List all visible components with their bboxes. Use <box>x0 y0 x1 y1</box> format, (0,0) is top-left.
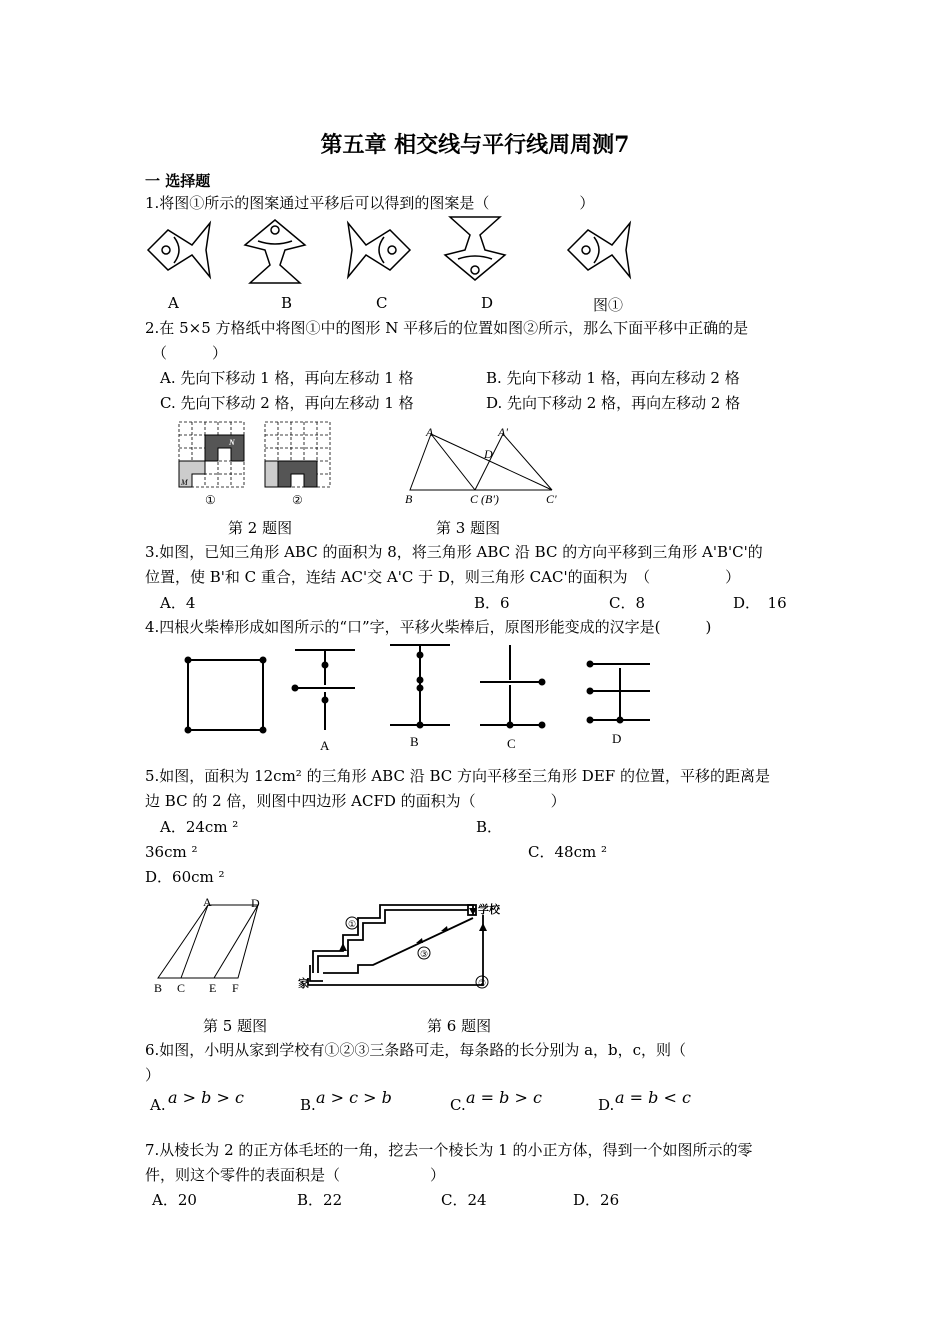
q5-label-f: F <box>232 981 239 995</box>
q3-option-b: B．6 <box>474 594 510 612</box>
q3-label-b: B <box>405 492 413 506</box>
q5-caption: 第 5 题图 <box>203 1017 268 1035</box>
q1-figure-d <box>445 217 505 280</box>
q4-stem: 4.四根火柴棒形成如图所示的“口”字，平移火柴棒后，原图形能变成的汉字是( ) <box>145 618 712 636</box>
q5-stem-1: 5.如图，面积为 12cm² 的三角形 ABC 沿 BC 方向平移至三角形 DEF 的位置，平移的距离是 <box>145 767 770 785</box>
q3-stem-1: 3.如图，已知三角形 ABC 的面积为 8，将三角形 ABC 沿 BC 的方向平移到三角形 A'B'C'的 <box>145 543 763 561</box>
q5-label-c: C <box>177 981 186 995</box>
q6-label-school: 学校 <box>478 904 500 916</box>
q4-label-c: C <box>507 736 516 751</box>
q5-label-d: D <box>251 896 260 910</box>
q2-shape-n1 <box>205 435 244 461</box>
q4-figures <box>180 640 660 752</box>
q5-label-e: E <box>209 981 217 995</box>
q6-label-path-1: ① <box>348 919 357 929</box>
q1-figures <box>140 215 640 295</box>
q5-label-a: A <box>203 895 212 909</box>
q1-label-d: D <box>481 294 494 312</box>
q5-label-b: B <box>154 981 163 995</box>
q3-option-c: C．8 <box>609 594 646 612</box>
q6-label-path-3: ③ <box>420 949 429 959</box>
q2-stem: 2.在 5×5 方格纸中将图①中的图形 N 平移后的位置如图②所示，那么下面平移中正确的是 <box>145 319 749 337</box>
q6-label-home: 家 <box>298 978 309 990</box>
q7-option-d: D．26 <box>573 1191 620 1209</box>
q6-figure <box>298 893 510 993</box>
q1-label-fig: 图① <box>593 296 624 314</box>
q5-option-b-value: 36cm ² <box>145 843 198 861</box>
q4-label-a: A <box>320 738 330 753</box>
q6-stem-2: ） <box>145 1066 161 1084</box>
q6-option-a-letter: A. <box>150 1096 166 1114</box>
q1-figure-a <box>148 223 210 277</box>
q4-label-d: D <box>612 731 622 746</box>
q2-option-d: D. 先向下移动 2 格，再向左移动 2 格 <box>486 394 741 412</box>
q5-option-c: C．48cm ² <box>528 843 607 861</box>
q4-figure-original <box>186 658 266 733</box>
q3-label-c: C (B') <box>470 492 499 506</box>
q3-figure <box>400 424 570 506</box>
q2-option-c: C. 先向下移动 2 格，再向左移动 1 格 <box>160 394 414 412</box>
q1-stem: 1.将图①所示的图案通过平移后可以得到的图案是（ ） <box>145 194 595 212</box>
q7-option-b: B．22 <box>297 1191 343 1209</box>
q6-option-d-expr: a = b < c <box>615 1088 691 1107</box>
q6-caption: 第 6 题图 <box>427 1017 492 1035</box>
q1-figure-b <box>245 220 305 283</box>
q3-stem-2: 位置，使 B'和 C 重合，连结 AC'交 A'C 于 D，则三角形 CAC'的面积为 （ ） <box>145 568 741 586</box>
q2-label-n: N <box>229 438 235 447</box>
q2-grids <box>177 420 337 515</box>
q5-stem-2: 边 BC 的 2 倍，则图中四边形 ACFD 的面积为（ ） <box>145 792 566 810</box>
q3-option-a: A．4 <box>160 594 196 612</box>
q5-option-a: A．24cm ² <box>160 818 239 836</box>
page-title: 第五章 相交线与平行线周周测7 <box>320 132 630 158</box>
q1-label-c: C <box>376 294 388 312</box>
q1-label-b: B <box>281 294 293 312</box>
q2-option-a: A. 先向下移动 1 格，再向左移动 1 格 <box>160 369 414 387</box>
q4-figure-d <box>588 662 651 723</box>
q6-option-b-letter: B. <box>300 1096 316 1114</box>
q5-option-b: B． <box>476 818 503 836</box>
q4-label-b: B <box>410 734 419 749</box>
q6-option-a-expr: a > b > c <box>168 1088 244 1107</box>
q6-option-d-letter: D. <box>598 1096 615 1114</box>
q6-stem-1: 6.如图，小明从家到学校有①②③三条路可走，每条路的长分别为 a，b，c，则（ <box>145 1041 687 1059</box>
q6-option-c-letter: C. <box>450 1096 466 1114</box>
q7-option-c: C．24 <box>441 1191 487 1209</box>
q2-shape-m2 <box>265 461 278 487</box>
q1-label-a: A <box>168 294 179 312</box>
q2-shape-n2 <box>278 461 317 487</box>
q7-option-a: A．20 <box>152 1191 197 1209</box>
q6-option-b-expr: a > c > b <box>316 1088 392 1107</box>
q5-option-d: D．60cm ² <box>145 868 225 886</box>
q3-label-a-prime: A' <box>498 425 508 439</box>
section-heading: 一 选择题 <box>145 172 211 190</box>
q4-figure-b <box>390 645 450 728</box>
q6-label-path-2: ② <box>478 978 487 988</box>
q1-figure-c <box>348 223 410 277</box>
q3-label-c-prime: C' <box>546 492 557 506</box>
q1-figure-original <box>568 223 630 277</box>
q2-label-m: M <box>181 478 188 487</box>
q2-option-b: B. 先向下移动 1 格，再向左移动 2 格 <box>486 369 740 387</box>
q7-stem-2: 件，则这个零件的表面积是（ ） <box>145 1166 446 1184</box>
q3-label-d: D <box>484 447 493 461</box>
q2-caption: 第 2 题图 <box>228 519 293 537</box>
q2-paren: （ ） <box>152 344 228 362</box>
q3-caption: 第 3 题图 <box>436 519 501 537</box>
q7-stem-1: 7.从棱长为 2 的正方体毛坯的一角，挖去一个棱长为 1 的小正方体，得到一个如图所示的零 <box>145 1141 753 1159</box>
q5-figure <box>150 893 275 995</box>
q4-figure-c <box>480 645 545 728</box>
q3-label-a: A <box>426 425 434 439</box>
q3-option-d: D． 16 <box>733 594 787 612</box>
q4-figure-a <box>293 650 356 730</box>
q2-grid-label-2: ② <box>292 493 303 507</box>
q6-option-c-expr: a = b > c <box>466 1088 542 1107</box>
q2-grid-label-1: ① <box>205 493 216 507</box>
